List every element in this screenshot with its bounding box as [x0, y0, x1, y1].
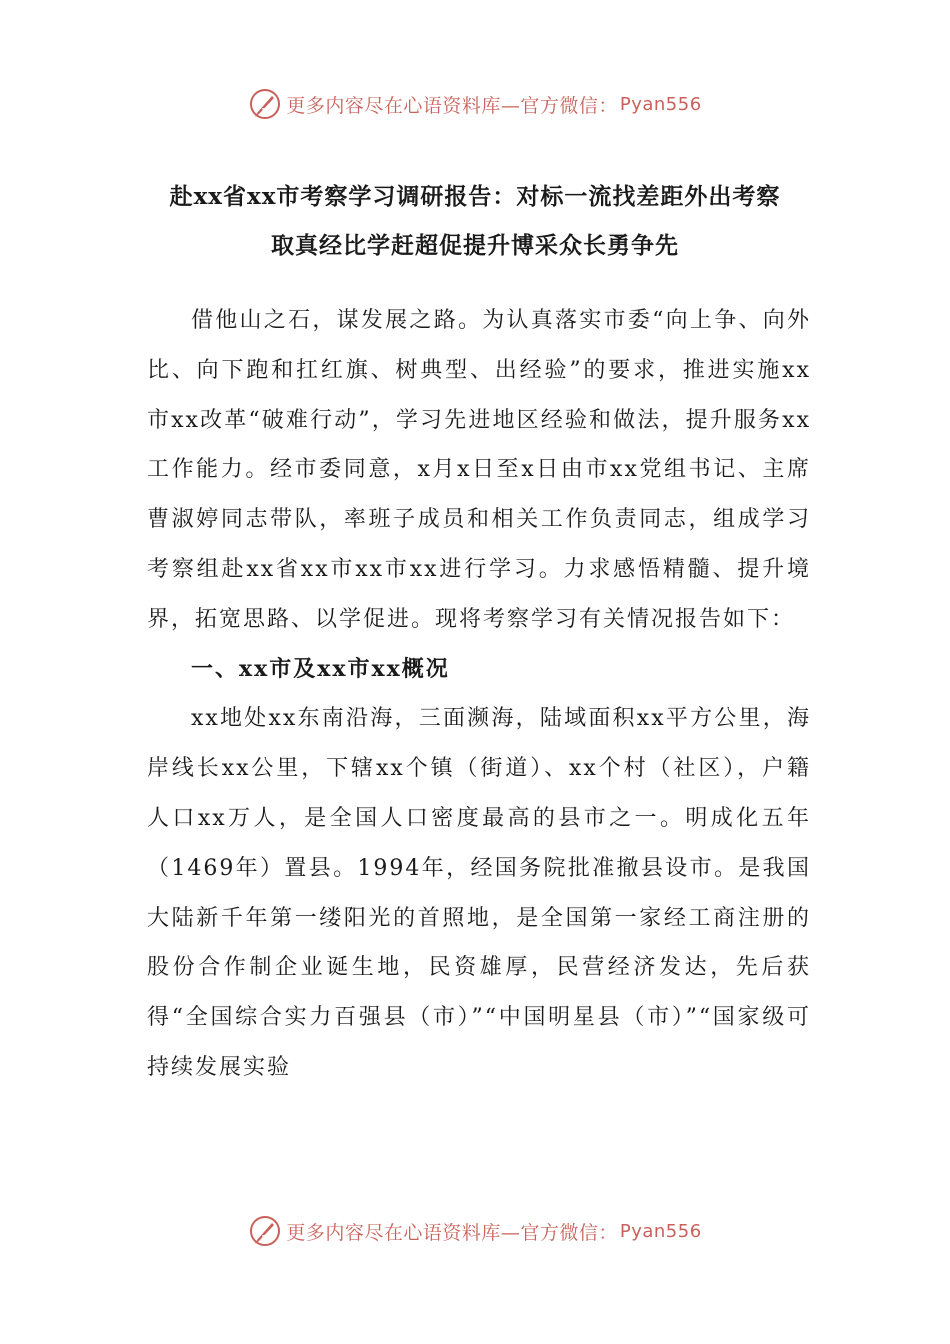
watermark-text: 更多内容尽在心语资料库—官方微信： [286, 94, 618, 117]
intro-paragraph: 借他山之石，谋发展之路。为认真落实市委“向上争、向外比、向下跑和扛红旗、树典型、出经验”的要求，推进实施xx市xx改革“破难行动”，学习先进地区经验和做法，提升服务xx工作能力。经市委同意，x月x日至x日由市xx党组书记、主席曹淑婷同志带队，率班子成员和相关工作负责同志，组成学习考察组赴xx省xx市xx市xx进行学习。力求感悟精髓、提升境界，拓宽思路、以学促进。现将考察学习有关情况报告如下： [147, 308, 811, 632]
document-body [147, 296, 811, 1093]
document-title-line-2: 取真经比学赶超促提升博采众长勇争先 [271, 232, 679, 259]
section-1-paragraph: xx地处xx东南沿海，三面濒海，陆域面积xx平方公里，海岸线长xx公里，下辖xx个镇（街道）、xx个村（社区），户籍人口xx万人，是全国人口密度最高的县市之一。明成化五年（1469年）置县。1994年，经国务院批准撤县设市。是我国大陆新千年第一缕阳光的首照地，是全国第一家经工商注册的股份合作制企业诞生地，民资雄厚，民营经济发达，先后获得“全国综合实力百强县（市）”“中国明星县（市）”“国家级可持续发展实验 [147, 706, 811, 1080]
section-heading-1: 一、xx市及xx市xx概况 [191, 655, 450, 682]
watermark-footer [0, 1211, 950, 1251]
watermark-text: 更多内容尽在心语资料库—官方微信： [286, 1221, 618, 1244]
watermark-header [0, 84, 950, 124]
watermark-wechat-id: Pyan556 [619, 1220, 702, 1242]
quill-pen-logo-icon [248, 1214, 282, 1248]
quill-pen-logo-icon [248, 87, 282, 121]
watermark-wechat-id: Pyan556 [619, 93, 702, 115]
document-title-line-1: 赴xx省xx市考察学习调研报告：对标一流找差距外出考察 [169, 183, 781, 210]
